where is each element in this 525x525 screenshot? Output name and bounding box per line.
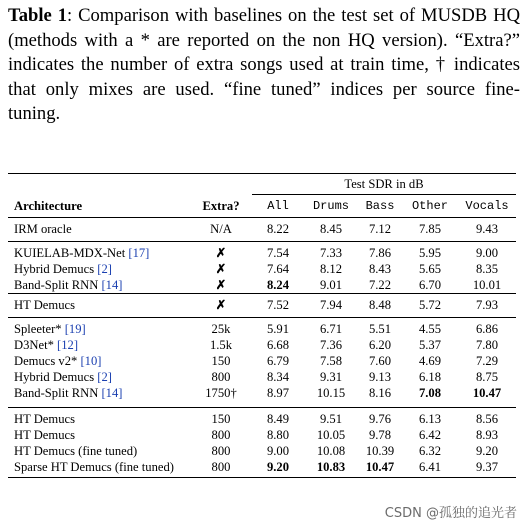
sdr-cell-other: 5.65 [418, 262, 442, 276]
sdr-cell-all: 6.79 [266, 354, 290, 368]
table-row [8, 337, 516, 353]
extra-cell: 1.5k [209, 338, 233, 352]
architecture-name: HT Demucs [14, 412, 75, 426]
sdr-cell-all: 9.20 [266, 460, 290, 474]
sdr-cell-other: 5.95 [418, 246, 442, 260]
architecture-cell [14, 385, 122, 401]
architecture-cell [14, 411, 75, 427]
sdr-cell-bass: 8.43 [368, 262, 392, 276]
sdr-cell-other: 6.70 [418, 278, 442, 292]
caption-text: : Comparison with baselines on the test set of MUSDB HQ (methods with a * are reported on the non HQ version). “Extra?” indicates the number of extra songs used at train time, † indicates that only mixes are used. “fine tuned” indices per source fine-tuning. [8, 5, 520, 124]
extra-cell: 800 [211, 460, 231, 474]
sdr-cell-drums: 9.01 [319, 278, 343, 292]
sdr-cell-all: 8.34 [266, 370, 290, 384]
architecture-name: KUIELAB-MDX-Net [14, 246, 129, 260]
sdr-cell-vocals: 6.86 [475, 322, 499, 336]
extra-cell: 150 [211, 412, 231, 426]
sdr-cell-vocals: 10.01 [472, 278, 502, 292]
sdr-cell-other: 7.08 [418, 386, 442, 400]
sdr-cell-other: 5.37 [418, 338, 442, 352]
table-row [8, 245, 516, 261]
sdr-cell-all: 9.00 [266, 444, 290, 458]
sdr-cell-vocals: 9.43 [475, 222, 499, 236]
sdr-cell-drums: 9.51 [319, 412, 343, 426]
citation-link[interactable]: [17] [128, 246, 150, 260]
sdr-cell-vocals: 9.37 [475, 460, 499, 474]
section-rule-4 [8, 407, 516, 408]
extra-cell: ✗ [215, 278, 227, 292]
citation-link[interactable]: [10] [80, 354, 102, 368]
table-row [8, 277, 516, 293]
architecture-name: HT Demucs (fine tuned) [14, 444, 138, 458]
extra-cell: 800 [211, 370, 231, 384]
extra-cell: 150 [211, 354, 231, 368]
extra-header: Extra? [202, 199, 240, 213]
section-rule-1 [8, 241, 516, 242]
sdr-cell-vocals: 8.35 [475, 262, 499, 276]
sdr-cell-bass: 8.48 [368, 298, 392, 312]
sdr-cell-drums: 8.12 [319, 262, 343, 276]
extra-cell: ✗ [215, 246, 227, 260]
extra-cell: 800 [211, 428, 231, 442]
architecture-cell [14, 321, 86, 337]
architecture-name: Band-Split RNN [14, 386, 102, 400]
citation-link[interactable]: [14] [101, 278, 123, 292]
sdr-cell-all: 7.54 [266, 246, 290, 260]
sdr-cell-drums: 7.94 [319, 298, 343, 312]
sdr-cell-bass: 7.60 [368, 354, 392, 368]
table-row [8, 369, 516, 385]
section-rule-3 [8, 317, 516, 318]
watermark: CSDN @孤独的追光者 [384, 506, 517, 521]
citation-link[interactable]: [14] [101, 386, 123, 400]
sdr-cell-drums: 10.83 [316, 460, 346, 474]
sdr-cell-all: 8.97 [266, 386, 290, 400]
group-rule [252, 194, 516, 195]
citation-link[interactable]: [12] [57, 338, 79, 352]
sdr-cell-other: 5.72 [418, 298, 442, 312]
architecture-name: Hybrid Demucs [14, 262, 98, 276]
architecture-cell [14, 337, 78, 353]
sdr-cell-drums: 10.05 [316, 428, 346, 442]
sdr-cell-bass: 10.47 [365, 460, 395, 474]
extra-cell: 25k [211, 322, 231, 336]
sdr-cell-all: 8.24 [266, 278, 290, 292]
architecture-name: Band-Split RNN [14, 278, 102, 292]
table-caption [8, 4, 520, 127]
table-row [8, 321, 516, 337]
sdr-cell-drums: 7.36 [319, 338, 343, 352]
architecture-name: Sparse HT Demucs (fine tuned) [14, 460, 174, 474]
col-header-other: Other [411, 199, 448, 213]
bottom-rule [8, 477, 516, 478]
architecture-cell [14, 277, 122, 293]
citation-link[interactable]: [19] [64, 322, 86, 336]
col-header-bass: Bass [365, 199, 395, 213]
sdr-cell-other: 6.32 [418, 444, 442, 458]
sdr-cell-other: 6.18 [418, 370, 442, 384]
architecture-cell [14, 261, 112, 277]
sdr-cell-vocals: 8.75 [475, 370, 499, 384]
sdr-cell-bass: 7.12 [368, 222, 392, 236]
sdr-cell-all: 6.68 [266, 338, 290, 352]
sdr-cell-vocals: 8.93 [475, 428, 499, 442]
group-header: Test SDR in dB [344, 177, 424, 191]
sdr-cell-bass: 7.86 [368, 246, 392, 260]
table-row [8, 411, 516, 427]
col-header-vocals: Vocals [465, 199, 509, 213]
table-row [8, 297, 516, 313]
col-header-all: All [267, 199, 289, 213]
architecture-name: HT Demucs [14, 298, 75, 312]
sdr-cell-all: 8.80 [266, 428, 290, 442]
table-row [8, 261, 516, 277]
citation-link[interactable]: [2] [97, 262, 112, 276]
sdr-cell-vocals: 9.20 [475, 444, 499, 458]
sdr-cell-vocals: 9.00 [475, 246, 499, 260]
sdr-cell-vocals: 7.29 [475, 354, 499, 368]
table-row [8, 459, 516, 475]
architecture-header: Architecture [14, 199, 83, 213]
citation-link[interactable]: [2] [97, 370, 112, 384]
sdr-cell-other: 6.42 [418, 428, 442, 442]
extra-cell: ✗ [215, 298, 227, 312]
architecture-name: D3Net* [14, 338, 58, 352]
sdr-cell-other: 6.13 [418, 412, 442, 426]
sdr-cell-all: 5.91 [266, 322, 290, 336]
sdr-cell-bass: 6.20 [368, 338, 392, 352]
sdr-cell-other: 7.85 [418, 222, 442, 236]
extra-cell: 1750† [205, 386, 237, 400]
sdr-cell-vocals: 8.56 [475, 412, 499, 426]
table-row [8, 427, 516, 443]
sdr-cell-drums: 10.08 [316, 444, 346, 458]
col-header-drums: Drums [312, 199, 349, 213]
sdr-cell-drums: 9.31 [319, 370, 343, 384]
architecture-cell [14, 369, 112, 385]
architecture-cell [14, 297, 75, 313]
sdr-cell-drums: 10.15 [316, 386, 346, 400]
caption-label: Table 1 [8, 5, 67, 26]
sdr-cell-bass: 9.76 [368, 412, 392, 426]
sdr-cell-bass: 10.39 [365, 444, 395, 458]
table-row [8, 221, 516, 237]
architecture-cell [14, 353, 101, 369]
extra-cell: N/A [210, 222, 232, 236]
architecture-name: HT Demucs [14, 428, 75, 442]
sdr-cell-all: 8.49 [266, 412, 290, 426]
sdr-cell-bass: 7.22 [368, 278, 392, 292]
sdr-cell-other: 4.69 [418, 354, 442, 368]
sdr-cell-all: 7.52 [266, 298, 290, 312]
sdr-cell-vocals: 7.80 [475, 338, 499, 352]
group-header-row [8, 176, 516, 192]
table-row [8, 353, 516, 369]
header-row [8, 198, 516, 214]
architecture-cell [14, 221, 72, 237]
architecture-cell [14, 459, 174, 475]
sdr-cell-drums: 6.71 [319, 322, 343, 336]
sdr-cell-drums: 7.58 [319, 354, 343, 368]
table-row [8, 385, 516, 401]
sdr-cell-other: 4.55 [418, 322, 442, 336]
architecture-name: Hybrid Demucs [14, 370, 98, 384]
sdr-cell-drums: 8.45 [319, 222, 343, 236]
sdr-cell-all: 8.22 [266, 222, 290, 236]
architecture-name: Spleeter* [14, 322, 65, 336]
sdr-cell-other: 6.41 [418, 460, 442, 474]
sdr-cell-all: 7.64 [266, 262, 290, 276]
sdr-cell-drums: 7.33 [319, 246, 343, 260]
section-rule-2 [8, 293, 516, 294]
sdr-cell-vocals: 7.93 [475, 298, 499, 312]
architecture-name: Demucs v2* [14, 354, 81, 368]
table-row [8, 443, 516, 459]
architecture-name: IRM oracle [14, 222, 72, 236]
sdr-cell-bass: 5.51 [368, 322, 392, 336]
sdr-cell-bass: 9.78 [368, 428, 392, 442]
sdr-cell-bass: 9.13 [368, 370, 392, 384]
top-rule [8, 173, 516, 174]
architecture-cell [14, 443, 137, 459]
extra-cell: 800 [211, 444, 231, 458]
extra-cell: ✗ [215, 262, 227, 276]
header-rule [8, 217, 516, 218]
sdr-cell-vocals: 10.47 [472, 386, 502, 400]
sdr-cell-bass: 8.16 [368, 386, 392, 400]
architecture-cell [14, 427, 75, 443]
architecture-cell [14, 245, 149, 261]
